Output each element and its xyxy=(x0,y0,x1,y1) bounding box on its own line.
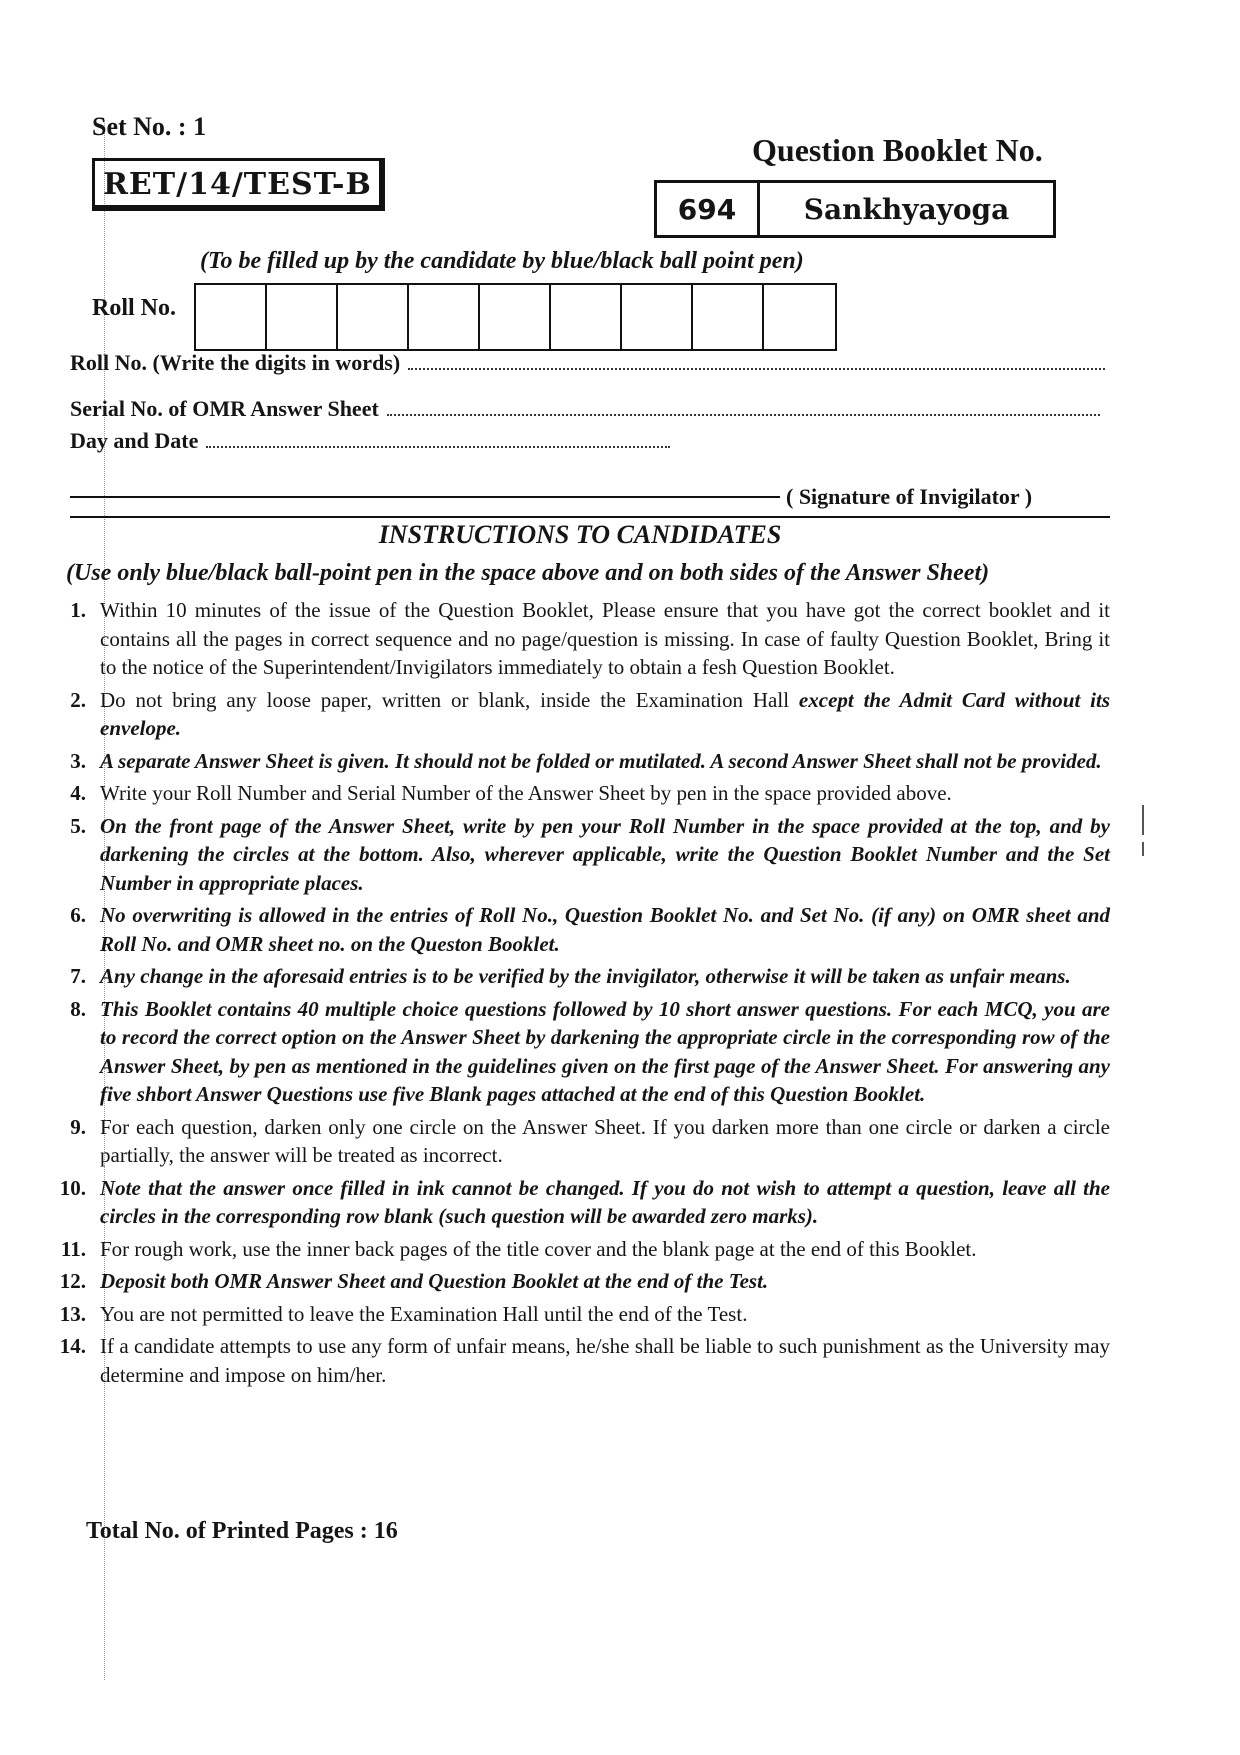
section-divider xyxy=(70,516,1110,518)
roll-in-words-label: Roll No. (Write the digits in words) xyxy=(70,350,401,375)
dotted-entry-line xyxy=(206,445,670,448)
roll-digit-box[interactable] xyxy=(338,285,409,349)
list-item: 1. Within 10 minutes of the issue of the Question Booklet, Please ensure that you have got the correct booklet and it contains all the pages in correct sequence and no page/question is missing. In case of faulty Question Booklet, Bring it to the notice of the Superintendent/Invigilators immediately to obtain a fesh Question Booklet. xyxy=(70,598,1110,679)
roll-digit-box[interactable] xyxy=(693,285,764,349)
list-item: 2. Do not bring any loose paper, written or blank, inside the Examination Hall except the Admit Card without its envelope. xyxy=(70,687,1110,740)
fill-instruction: (To be filled up by the candidate by blue/black ball point pen) xyxy=(200,248,804,274)
day-date-field[interactable] xyxy=(70,428,670,454)
list-item: 3. A separate Answer Sheet is given. It should not be folded or mutilated. A second Answer Sheet shall not be provided. xyxy=(70,748,1102,773)
roll-digit-box[interactable] xyxy=(480,285,551,349)
roll-digit-box[interactable] xyxy=(764,285,835,349)
list-item: 11. For rough work, use the inner back pages of the title cover and the blank page at the end of this Booklet. xyxy=(60,1236,977,1261)
list-item: 7. Any change in the aforesaid entries is to be verified by the invigilator, otherwise it will be taken as unfair means. xyxy=(70,964,1071,988)
list-item: 12. Deposit both OMR Answer Sheet and Question Booklet at the end of the Test. xyxy=(59,1269,769,1293)
roll-number-label: Roll No. xyxy=(92,295,176,321)
roll-in-words-field[interactable] xyxy=(70,350,1105,376)
roll-digit-box[interactable] xyxy=(409,285,480,349)
side-scan-mark xyxy=(1142,842,1144,856)
list-item: 13. You are not permitted to leave the Examination Hall until the end of the Test. xyxy=(59,1301,748,1326)
test-code-box: RET/14/TEST-B xyxy=(92,158,385,211)
roll-number-grid xyxy=(194,283,837,351)
subject-name: Sankhyayoga xyxy=(803,192,1010,226)
instructions-heading: INSTRUCTIONS TO CANDIDATES xyxy=(378,520,782,549)
list-item: 6. No overwriting is allowed in the entries of Roll No., Question Booklet No. and Set No. (if any) on OMR sheet and Roll No. and OMR sheet no. on the Queston Booklet. xyxy=(70,903,1110,956)
list-item: 9. For each question, darken only one circle on the Answer Sheet. If you darken more than one circle or darken a circle partially, the answer will be treated as incorrect. xyxy=(70,1114,1110,1167)
invigilator-signature-label: ( Signature of Invigilator ) xyxy=(786,484,1033,509)
day-date-label: Day and Date xyxy=(70,428,199,453)
roll-digit-box[interactable] xyxy=(622,285,693,349)
booklet-number-box xyxy=(654,180,1056,238)
instructions-list xyxy=(50,596,1110,1393)
roll-digit-box[interactable] xyxy=(196,285,267,349)
roll-digit-box[interactable] xyxy=(551,285,622,349)
booklet-number: 694 xyxy=(657,183,760,235)
list-item: 10. Note that the answer once filled in ink cannot be changed. If you do not wish to attempt a question, leave all the circles in the corresponding row blank (such question will be awarded zero marks). xyxy=(59,1175,1110,1228)
dotted-entry-line xyxy=(408,367,1105,370)
instructions-subheading: (Use only blue/black ball-point pen in the space above and on both sides of the Answer Sheet) xyxy=(66,560,990,586)
roll-digit-box[interactable] xyxy=(267,285,338,349)
list-item: 8. This Booklet contains 40 multiple choice questions followed by 10 short answer questions. For each MCQ, you are to record the correct option on the Answer Sheet by darkening the appropriate circle in the corresponding row of the Answer Sheet, by pen as mentioned in the guidelines given on the first page of the Answer Sheet. For answering any five shbort Answer Questions use five Blank pages attached at the end of this Question Booklet. xyxy=(70,996,1110,1106)
omr-serial-label: Serial No. of OMR Answer Sheet xyxy=(70,396,379,421)
list-item: 14. If a candidate attempts to use any form of unfair means, he/she shall be liable to such punishment as the University may determine and impose on him/her. xyxy=(59,1334,1110,1387)
omr-serial-field[interactable] xyxy=(70,396,1100,422)
set-number: Set No. : 1 xyxy=(92,112,207,141)
list-item: 5. On the front page of the Answer Sheet, write by pen your Roll Number in the space provided at the top, and by darkening the circles at the bottom. Also, wherever applicable, write the Question Booklet Number and the Set Number in appropriate places. xyxy=(70,813,1110,895)
side-scan-mark xyxy=(1142,805,1144,835)
dotted-entry-line xyxy=(387,413,1100,416)
total-printed-pages: Total No. of Printed Pages : 16 xyxy=(86,1518,398,1544)
list-item: 4. Write your Roll Number and Serial Number of the Answer Sheet by pen in the space provided above. xyxy=(70,781,952,805)
signature-line xyxy=(70,496,780,498)
booklet-number-title: Question Booklet No. xyxy=(752,132,1043,168)
